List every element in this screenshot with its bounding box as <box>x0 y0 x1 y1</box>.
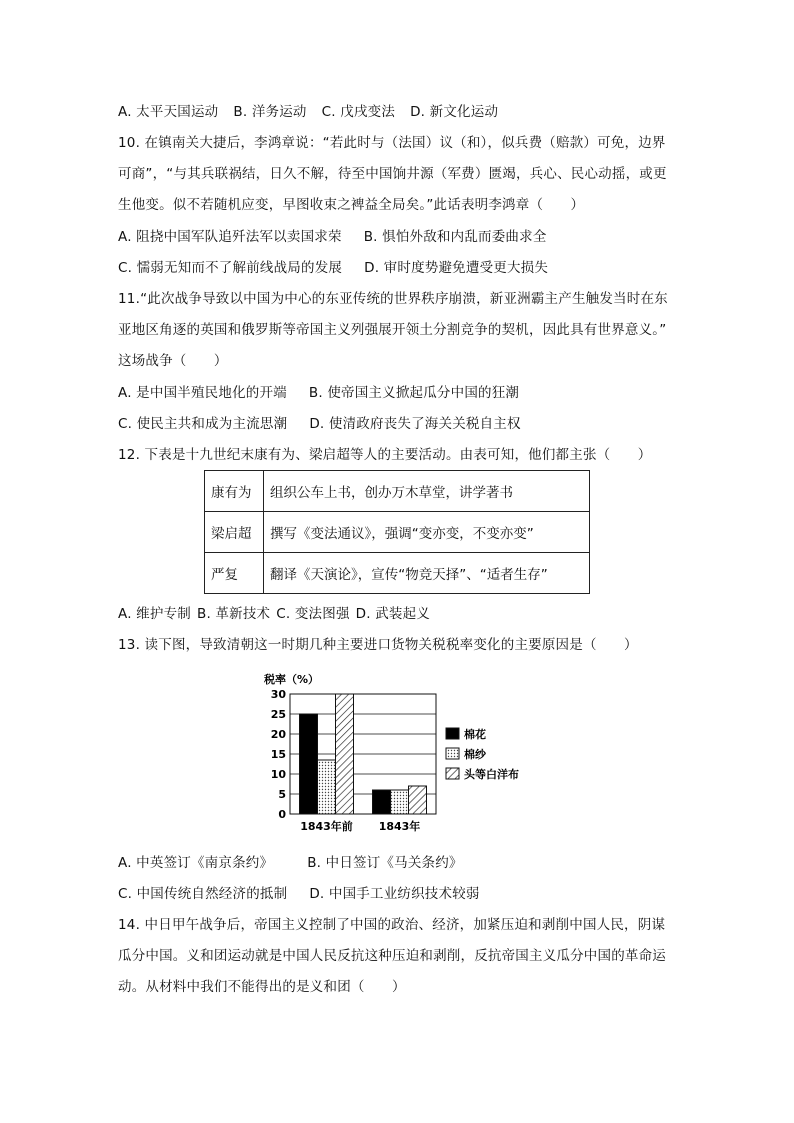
q14-stem-line-3: 动。从材料中我们不能得出的是义和团（ ） <box>118 979 406 995</box>
q11-stem-line-3: 这场战争（ ） <box>118 353 228 369</box>
table-cell-activity: 撰写《变法通议》，强调“变亦变，不变亦变” <box>264 512 590 553</box>
q9-option-c: C. 戊戌变法 <box>321 104 396 120</box>
bar <box>391 790 409 814</box>
chart-legend <box>446 727 519 781</box>
q14-stem-line-2: 瓜分中国。义和团运动就是中国人民反抗这种压迫和剥削，反抗帝国主义瓜分中国的革命运 <box>118 948 666 964</box>
table-cell-name: 梁启超 <box>205 512 264 553</box>
y-axis-label: 税率（%） <box>264 673 320 686</box>
q11-stem-line-2: 亚地区角逐的英国和俄罗斯等帝国主义列强展开领土分割竞争的契机，因此具有世界意义。” <box>118 322 667 338</box>
q13-stem: 13. 读下图，导致清朝这一时期几种主要进口货物关税税率变化的主要原因是（ ） <box>118 637 638 653</box>
q11-options-row-1 <box>118 383 519 403</box>
table-row <box>205 553 590 594</box>
q14-stem-line-1: 14. 中日甲午战争后，帝国主义控制了中国的政治、经济，加紧压迫和剥削中国人民，阴谋 <box>118 917 666 933</box>
q10-option-c: C. 懦弱无知而不了解前线战局的发展 <box>118 260 343 276</box>
q12-option-b: B. 革新技术 <box>196 606 271 622</box>
q13-option-d: D. 中国手工业纺织技术较弱 <box>309 886 480 902</box>
q11-option-a: A. 是中国半殖民地化的开端 <box>118 385 287 401</box>
table-cell-activity: 组织公车上书，创办万木草堂，讲学著书 <box>264 471 590 512</box>
bar <box>409 786 427 814</box>
y-tick-label: 10 <box>270 768 286 781</box>
q10-option-a: A. 阻挠中国军队追歼法军以卖国求荣 <box>118 229 342 245</box>
table-cell-name: 康有为 <box>205 471 264 512</box>
bar <box>373 790 391 814</box>
legend-label: 头等白洋布 <box>464 768 519 781</box>
q11-options-row-2 <box>118 414 521 434</box>
q10-options-row-1 <box>118 227 547 247</box>
q12-options <box>118 604 430 624</box>
q10-stem-line-1: 10. 在镇南关大捷后，李鸿章说：“若此时与（法国）议（和），似兵费（赔款）可免，边界 <box>118 135 666 151</box>
q13-option-c: C. 中国传统自然经济的抵制 <box>118 886 288 902</box>
x-tick-label: 1843年 <box>378 820 421 833</box>
q13-option-b: B. 中日签订《马关条约》 <box>307 855 463 871</box>
y-axis-ticks <box>271 688 287 821</box>
q13-options-row-1 <box>118 853 463 873</box>
q11-stem-line-1: 11.“此次战争导致以中国为中心的东亚传统的世界秩序崩溃，新亚洲霸主产生触发当时在东 <box>118 291 668 307</box>
q12-option-d: D. 武装起义 <box>355 606 431 622</box>
y-tick-label: 5 <box>278 788 286 801</box>
tariff-bar-chart <box>240 668 540 840</box>
y-tick-label: 15 <box>270 748 286 761</box>
q10-option-d: D. 审时度势避免遭受更大损失 <box>364 260 549 276</box>
q9-option-d: D. 新文化运动 <box>410 104 499 120</box>
q9-options <box>118 102 498 122</box>
q13-option-a: A. 中英签订《南京条约》 <box>118 855 274 871</box>
y-tick-label: 20 <box>270 728 286 741</box>
table-cell-name: 严复 <box>205 553 264 594</box>
q10-stem-line-3: 生他变。似不若随机应变，早图收束之裨益全局矣。”此话表明李鸿章（ ） <box>118 197 585 213</box>
table-row <box>205 512 590 553</box>
q11-option-d: D. 使清政府丧失了海关关税自主权 <box>309 416 521 432</box>
x-tick-label: 1843年前 <box>300 820 353 833</box>
q11-option-c: C. 使民主共和成为主流思潮 <box>118 416 288 432</box>
q10-options-row-2 <box>118 258 548 278</box>
legend-label: 棉纱 <box>464 748 486 761</box>
q12-stem: 12. 下表是十九世纪末康有为、梁启超等人的主要活动。由表可知，他们都主张（ ） <box>118 447 652 463</box>
q9-option-a: A. 太平天国运动 <box>118 104 219 120</box>
bar <box>318 760 336 814</box>
q12-activity-table <box>204 470 590 594</box>
y-tick-label: 25 <box>270 708 286 721</box>
legend-swatch <box>446 748 459 759</box>
q9-option-b: B. 洋务运动 <box>233 104 307 120</box>
q10-stem-line-2: 可商”，“与其兵联祸结，日久不解，待至中国饷井源（军费）匮竭，兵心、民心动摇，或更 <box>118 166 667 182</box>
legend-swatch <box>446 728 459 739</box>
bar <box>336 694 354 814</box>
y-tick-label: 30 <box>270 688 286 701</box>
q10-option-b: B. 惧怕外敌和内乱而委曲求全 <box>363 229 547 245</box>
q12-option-c: C. 变法图强 <box>276 606 350 622</box>
legend-label: 棉花 <box>464 728 486 741</box>
table-row <box>205 471 590 512</box>
q12-option-a: A. 维护专制 <box>118 606 191 622</box>
q13-options-row-2 <box>118 884 480 904</box>
legend-swatch <box>446 768 459 779</box>
q11-option-b: B. 使帝国主义掀起瓜分中国的狂潮 <box>308 385 520 401</box>
table-cell-activity: 翻译《天演论》，宣传“物竞天择”、“适者生存” <box>264 553 590 594</box>
x-axis-ticks <box>300 819 420 833</box>
bar <box>300 714 318 814</box>
y-tick-label: 0 <box>278 808 286 821</box>
